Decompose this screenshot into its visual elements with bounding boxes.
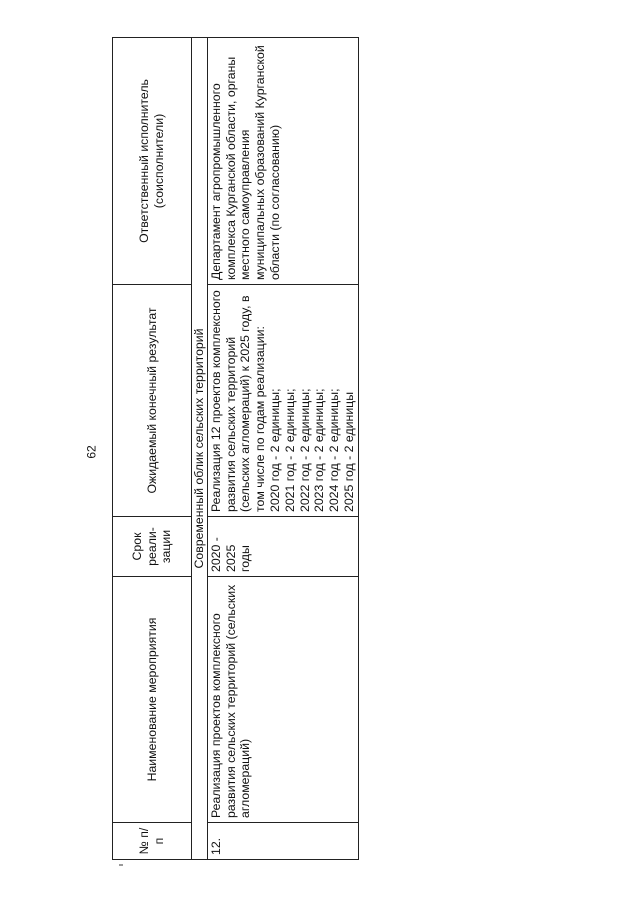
header-executor: Ответственный исполнитель (соисполнители) [113,38,192,285]
row-result [207,285,358,517]
section-title: Современный облик сельских территорий [192,38,208,860]
table-wrap [112,38,356,860]
page-number [80,432,104,472]
header-num: № п/п [113,823,192,860]
section-row [192,38,208,860]
row-num: 12. [207,823,358,860]
table-header-row [113,38,192,860]
activities-table [112,37,359,860]
page-number-text: 62 [84,445,99,459]
row-executor: Департамент агропромышленного комплекса Курганской области, органы местного самоуправления муниципальных образований Курганской области (по согласованию) [207,38,358,285]
result-intro: Реализация 12 проектов комплексного развития сельских территорий (сельских агломераций) к 2025 году, в том числе по годам реализации: [208,290,268,512]
rotated-table-container [112,38,356,860]
result-year-item: 2022 год - 2 единицы; [297,388,312,512]
result-years-list [268,289,357,512]
table-row [207,38,358,860]
result-year-item: 2020 год - 2 единицы; [267,388,282,512]
result-year-item: 2025 год - 2 единицы [341,391,356,512]
row-term: 2020 - 2025 годы [207,517,358,577]
header-term: Срок реали-зации [113,517,192,577]
result-year-item: 2021 год - 2 единицы; [282,388,297,512]
scan-mark [119,864,123,866]
header-name: Наименование мероприятия [113,577,192,823]
result-year-item: 2024 год - 2 единицы; [327,388,342,512]
header-result: Ожидаемый конечный результат [113,285,192,517]
row-name: Реализация проектов комплексного развития сельских территорий (сельских агломераций) [207,577,358,823]
result-year-item: 2023 год - 2 единицы; [312,388,327,512]
